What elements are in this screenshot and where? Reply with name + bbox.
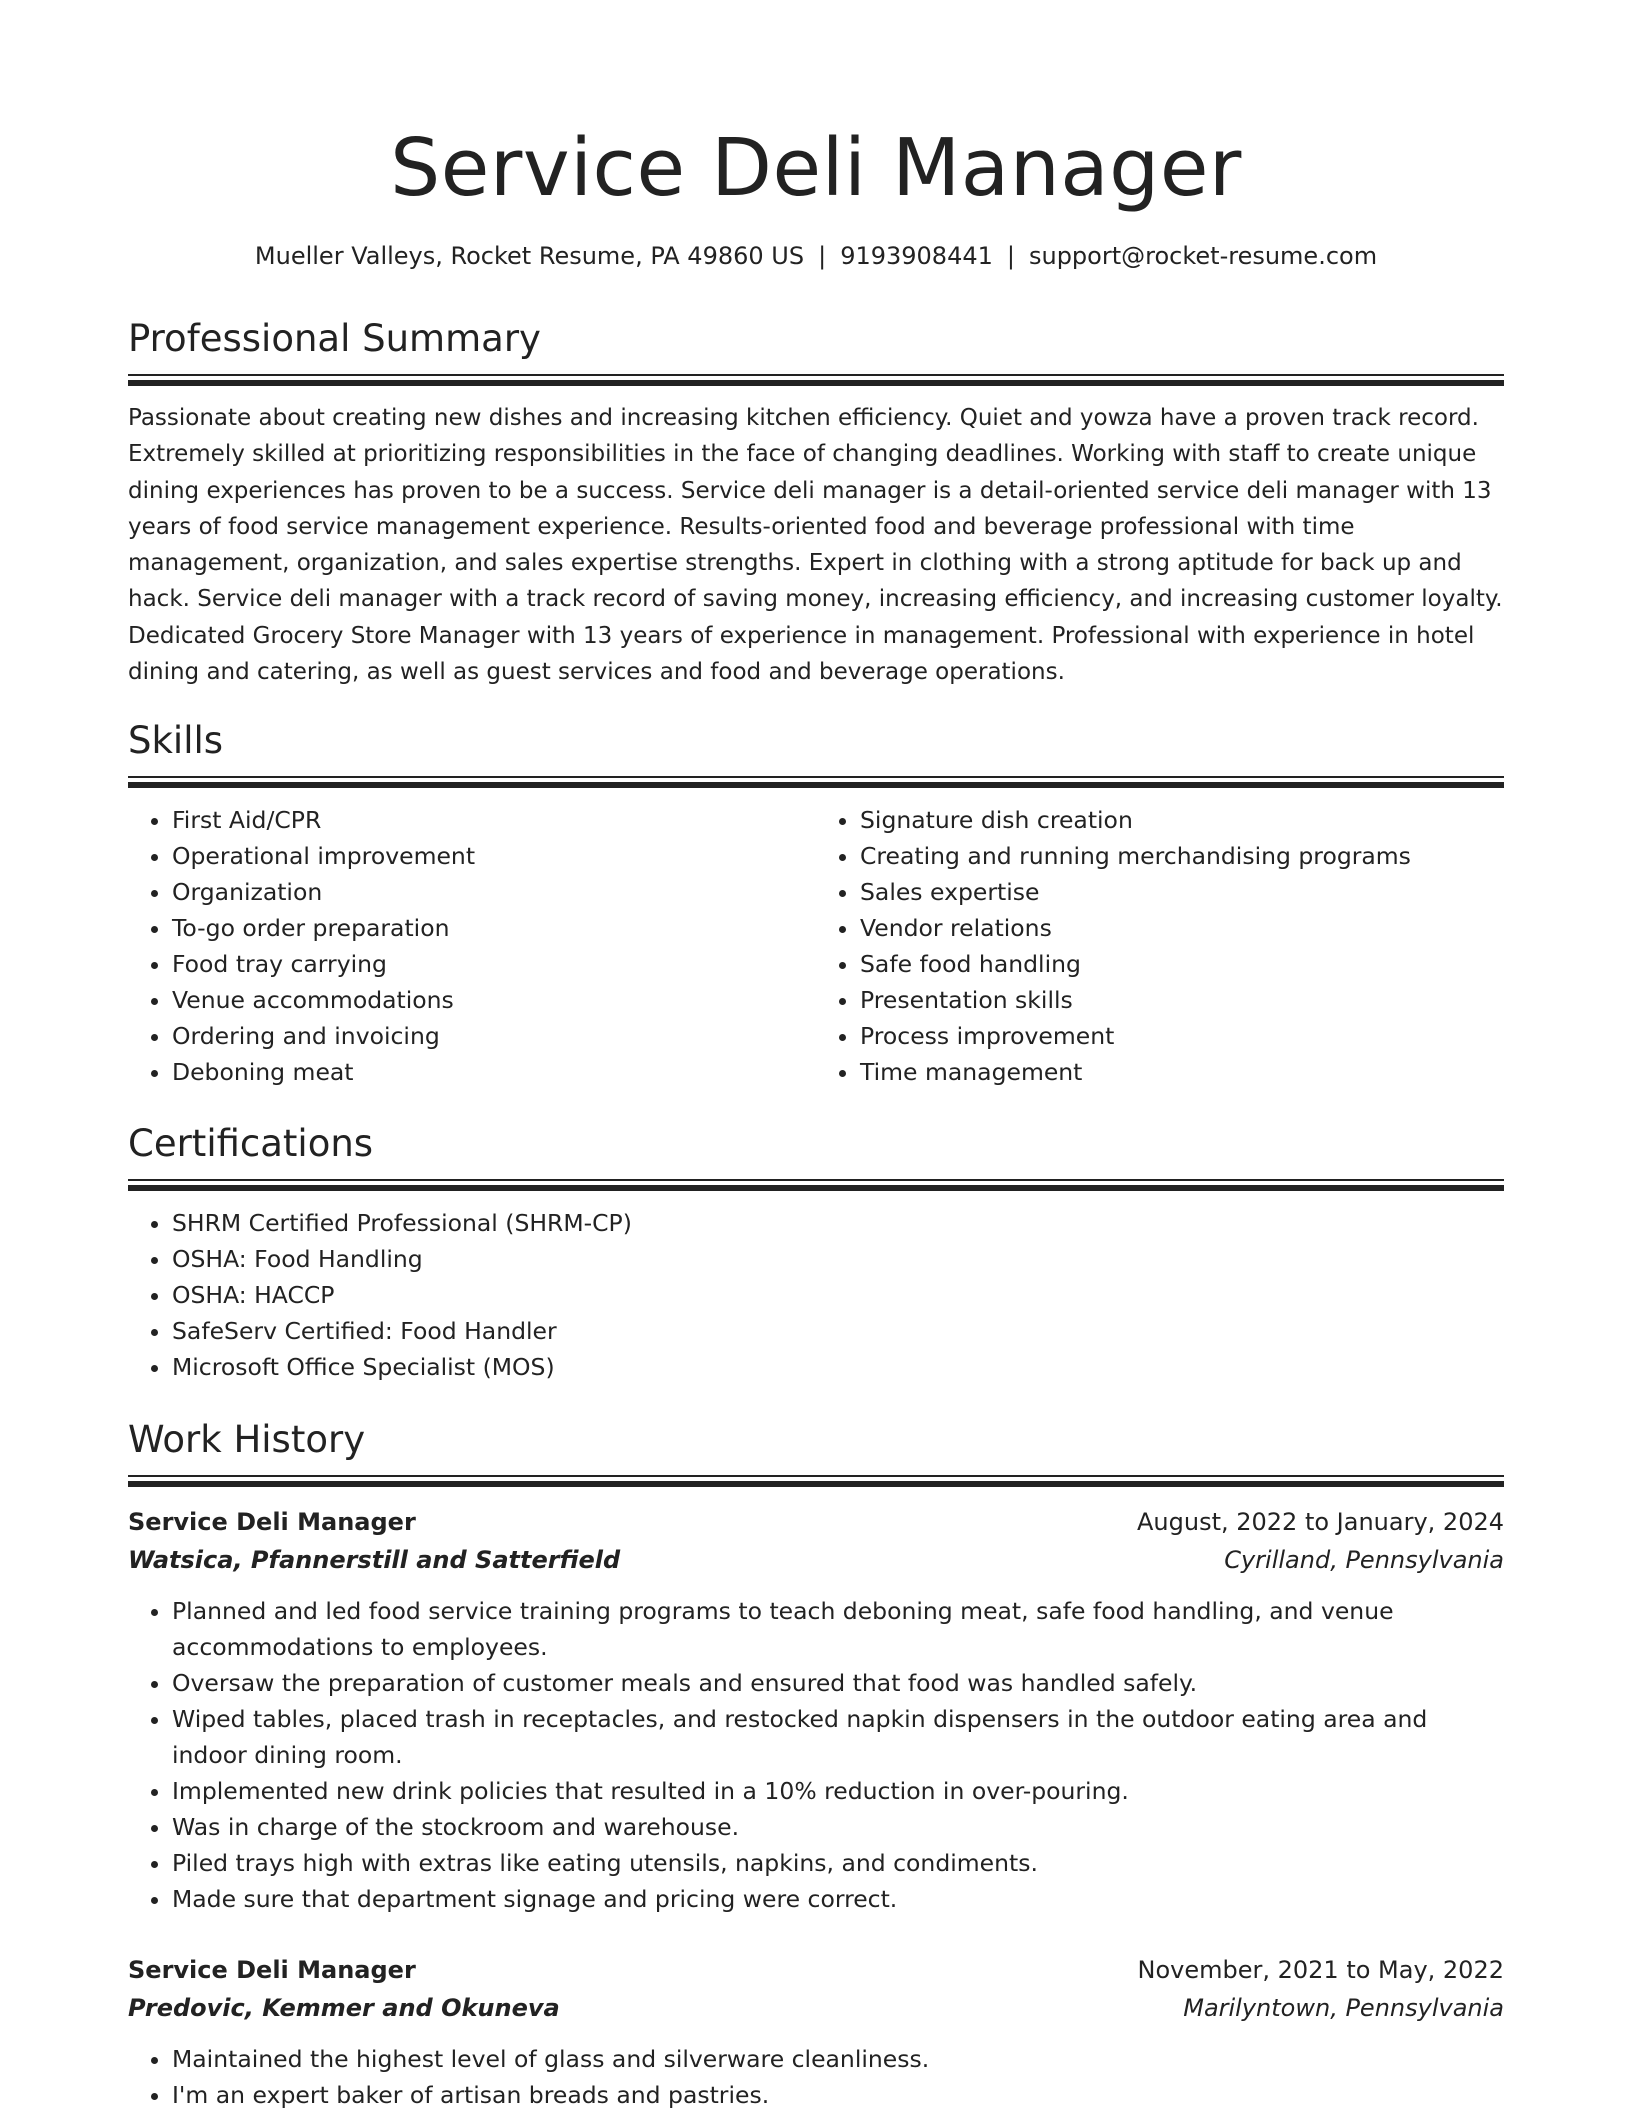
- certification-item: • SafeServ Certified: Food Handler: [172, 1313, 1504, 1349]
- skill-item: • Signature dish creation: [860, 802, 1504, 838]
- job-dates: November, 2021 to May, 2022: [1137, 1956, 1504, 1984]
- skill-item: • Food tray carrying: [172, 946, 816, 982]
- job-duty: • I'm an expert baker of artisan breads and pastries.: [172, 2077, 1504, 2113]
- skills-heading: Skills: [128, 719, 224, 762]
- job-duty: • Maintained the highest level of glass and silverware cleanliness.: [172, 2041, 1504, 2077]
- section-divider: [128, 374, 1504, 386]
- skill-item: • Process improvement: [860, 1018, 1504, 1054]
- section-divider: [128, 1475, 1504, 1487]
- contact-separator: |: [1006, 242, 1015, 270]
- section-divider: [128, 1179, 1504, 1191]
- skill-item: • Venue accommodations: [172, 982, 816, 1018]
- job-company: Watsica, Pfannerstill and Satterfield: [128, 1546, 621, 1574]
- skill-item: • Vendor relations: [860, 910, 1504, 946]
- skill-item: • First Aid/CPR: [172, 802, 816, 838]
- skill-item: • Creating and running merchandising programs: [860, 838, 1504, 874]
- skill-item: • Presentation skills: [860, 982, 1504, 1018]
- contact-address: Mueller Valleys, Rocket Resume, PA 49860 US: [254, 242, 805, 270]
- job-duty: • Implemented new drink policies that resulted in a 10% reduction in over-pouring.: [172, 1773, 1504, 1809]
- skill-item: • Operational improvement: [172, 838, 816, 874]
- skill-item: • Sales expertise: [860, 874, 1504, 910]
- certification-item: • OSHA: HACCP: [172, 1277, 1504, 1313]
- job-subheader: [128, 1541, 1504, 1579]
- skill-item: • Safe food handling: [860, 946, 1504, 982]
- skills-section: [128, 716, 1504, 1090]
- job-duties: [128, 1593, 1504, 1917]
- skills-list-left: [128, 802, 816, 1090]
- certifications-list: [128, 1205, 1504, 1385]
- candidate-name: Service Deli Manager: [390, 122, 1242, 214]
- summary-heading: Professional Summary: [128, 317, 541, 360]
- certification-item: • Microsoft Office Specialist (MOS): [172, 1349, 1504, 1385]
- skill-item: • Deboning meat: [172, 1054, 816, 1090]
- certification-item: • OSHA: Food Handling: [172, 1241, 1504, 1277]
- skill-item: • To-go order preparation: [172, 910, 816, 946]
- skills-list-right: [816, 802, 1504, 1090]
- skill-item: • Organization: [172, 874, 816, 910]
- summary-section: [128, 314, 1504, 690]
- contact-separator: |: [818, 242, 827, 270]
- job-duty: • Wiped tables, placed trash in receptacles, and restocked napkin dispensers in the outdoor eating area and indoor dining room.: [172, 1701, 1504, 1773]
- contact-email[interactable]: support@rocket-resume.com: [1028, 242, 1378, 270]
- job-title: Service Deli Manager: [128, 1956, 416, 1984]
- job-duty: • Planned and led food service training programs to teach deboning meat, safe food handling, and venue accommodations to employees.: [172, 1593, 1504, 1665]
- work-history-section: [128, 1415, 1504, 2113]
- job-location: Marilyntown, Pennsylvania: [1183, 1994, 1504, 2022]
- job-company: Predovic, Kemmer and Okuneva: [128, 1994, 560, 2022]
- work-history-heading: Work History: [128, 1418, 366, 1461]
- job-dates: August, 2022 to January, 2024: [1137, 1508, 1504, 1536]
- skill-item: • Time management: [860, 1054, 1504, 1090]
- skills-columns: [128, 802, 1504, 1090]
- job-header: [128, 1503, 1504, 1541]
- job-header: [128, 1951, 1504, 1989]
- job-duty: • Made sure that department signage and pricing were correct.: [172, 1881, 1504, 1917]
- job-entry: [128, 1951, 1504, 2113]
- job-title: Service Deli Manager: [128, 1508, 416, 1536]
- job-duty: • Piled trays high with extras like eating utensils, napkins, and condiments.: [172, 1845, 1504, 1881]
- job-subheader: [128, 1989, 1504, 2027]
- skill-item: • Ordering and invoicing: [172, 1018, 816, 1054]
- certifications-heading: Certifications: [128, 1122, 374, 1165]
- section-divider: [128, 776, 1504, 788]
- job-duties: [128, 2041, 1504, 2113]
- certifications-section: [128, 1119, 1504, 1385]
- certification-item: • SHRM Certified Professional (SHRM-CP): [172, 1205, 1504, 1241]
- job-duty: • Oversaw the preparation of customer meals and ensured that food was handled safely.: [172, 1665, 1504, 1701]
- summary-text: Passionate about creating new dishes and increasing kitchen efficiency. Quiet and yowza have a proven track record. Extremely skilled at prioritizing responsibilities in the face of changing deadlines. Working with staff to create unique dining experiences has proven to be a success. Service deli manager is a detail-oriented service deli manager with 13 years of food service management experience. Results-oriented food and beverage professional with time management, organization, and sales expertise strengths. Expert in clothing with a strong aptitude for back up and hack. Service deli manager with a track record of saving money, increasing efficiency, and increasing customer loyalty. Dedicated Grocery Store Manager with 13 years of experience in management. Professional with experience in hotel dining and catering, as well as guest services and food and beverage operations.: [128, 405, 1503, 686]
- contact-line: [128, 238, 1504, 274]
- job-duty: • Was in charge of the stockroom and warehouse.: [172, 1809, 1504, 1845]
- job-entry: [128, 1503, 1504, 1917]
- contact-phone: 9193908441: [840, 242, 993, 270]
- job-location: Cyrilland, Pennsylvania: [1224, 1546, 1504, 1574]
